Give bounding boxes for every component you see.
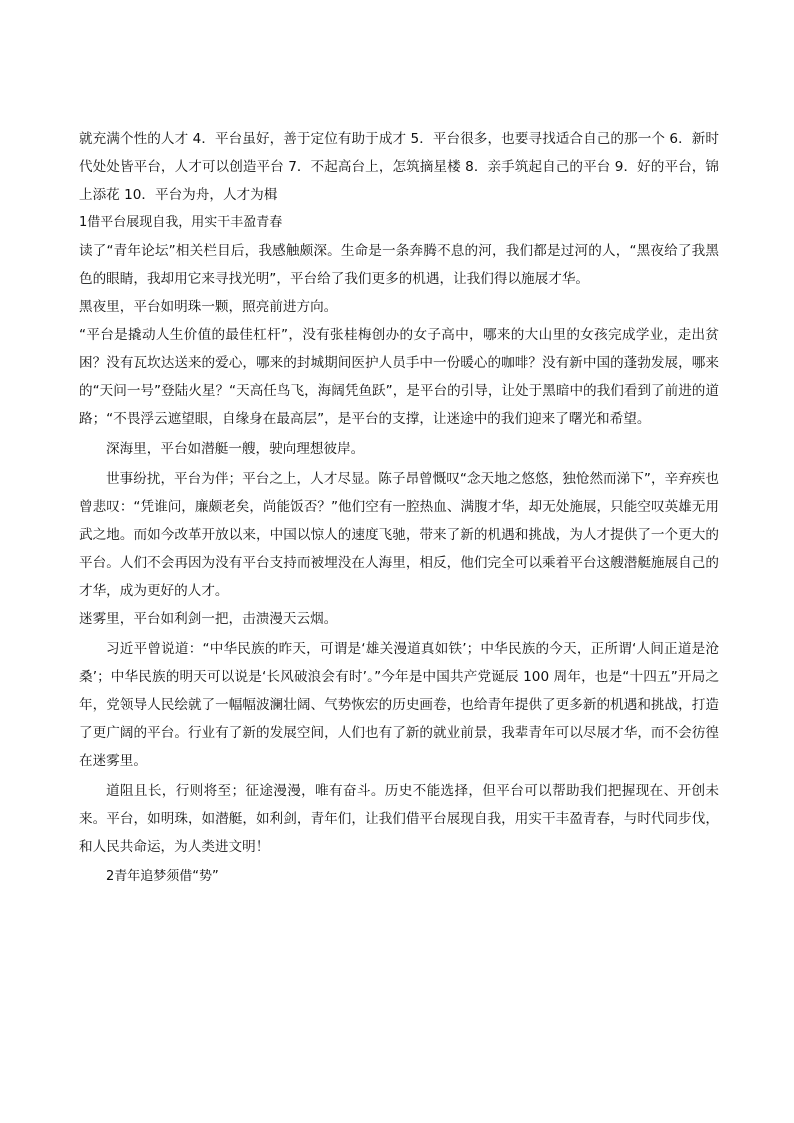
section-heading-2: 2青年追梦须借“势” (106, 869, 219, 884)
subheading-fog: 迷雾里，平台如利剑一把，击溃漫天云烟。 (79, 611, 338, 627)
body-paragraph: 习近平曾说道：“中华民族的昨天，可谓是‘雄关漫道真如铁’；中华民族的今天，正所谓‘人间正道是沧桑’；中华民族的明天可以说是‘长风破浪会有时’。”今年是中国共产党诞辰 100 周年，也是“十四五”开局之年，党领导人民绘就了一幅幅波澜壮阔、气势恢宏的历史画卷，也给青年提供了更多新的机遇和挑战，打造了更广阔的平台。行业有了新的发展空间，人们也有了新的就业前景，我辈青年可以尽展才华，而不会彷徨在迷雾里。 (79, 641, 719, 769)
body-paragraph: 道阻且长，行则将至；征途漫漫，唯有奋斗。历史不能选择，但平台可以帮助我们把握现在、开创未来。平台，如明珠，如潜艇，如利剑，青年们，让我们借平台展现自我，用实干丰盈青春，与时代同步伐，和人民共命运，为人类进文明！ (79, 783, 719, 855)
body-paragraph: “平台是撬动人生价值的最佳杠杆”，没有张桂梅创办的女子高中，哪来的大山里的女孩完成学业，走出贫困？没有瓦坎达送来的爱心，哪来的封城期间医护人员手中一份暖心的咖啡？没有新中国的蓬勃发展，哪来的“天问一号”登陆火星？“天高任鸟飞，海阔凭鱼跃”，是平台的引导，让处于黑暗中的我们看到了前进的道路；“不畏浮云遮望眼，自缘身在最高层”，是平台的支撑，让迷途中的我们迎来了曙光和希望。 (79, 327, 719, 427)
body-paragraph: 世事纷扰，平台为伴；平台之上，人才尽显。陈子昂曾慨叹“念天地之悠悠，独怆然而涕下”，辛弃疾也曾悲叹：“凭谁问，廉颇老矣，尚能饭否？”他们空有一腔热血、满腹才华，却无处施展，只能空叹英雄无用武之地。而如今改革开放以来，中国以惊人的速度飞驰，带来了新的机遇和挑战，为人才提供了一个更大的平台。人们不会再因为没有平台支持而被埋没在人海里，相反，他们完全可以乘着平台这艘潜艇施展自己的才华，成为更好的人才。 (79, 471, 719, 599)
subheading-deep-sea: 深海里，平台如潜艇一艘，驶向理想彼岸。 (106, 441, 365, 457)
section-heading-1: 1借平台展现自我，用实干丰盈青春 (79, 215, 283, 230)
intro-list-paragraph: 就充满个性的人才 4．平台虽好，善于定位有助于成才 5．平台很多，也要寻找适合自己的那一个 6．新时代处处皆平台，人才可以创造平台 7．不起高台上，怎筑摘星楼 8．亲手筑起自己的平台 9．好的平台，锦上添花 10．平台为舟，人才为楫 (79, 131, 719, 203)
document-page (79, 125, 719, 891)
body-paragraph: 读了“青年论坛”相关栏目后，我感触颇深。生命是一条奔腾不息的河，我们都是过河的人，“黑夜给了我黑色的眼睛，我却用它来寻找光明”，平台给了我们更多的机遇，让我们得以施展才华。 (79, 243, 719, 287)
subheading-night: 黑夜里，平台如明珠一颗，照亮前进方向。 (79, 299, 338, 315)
